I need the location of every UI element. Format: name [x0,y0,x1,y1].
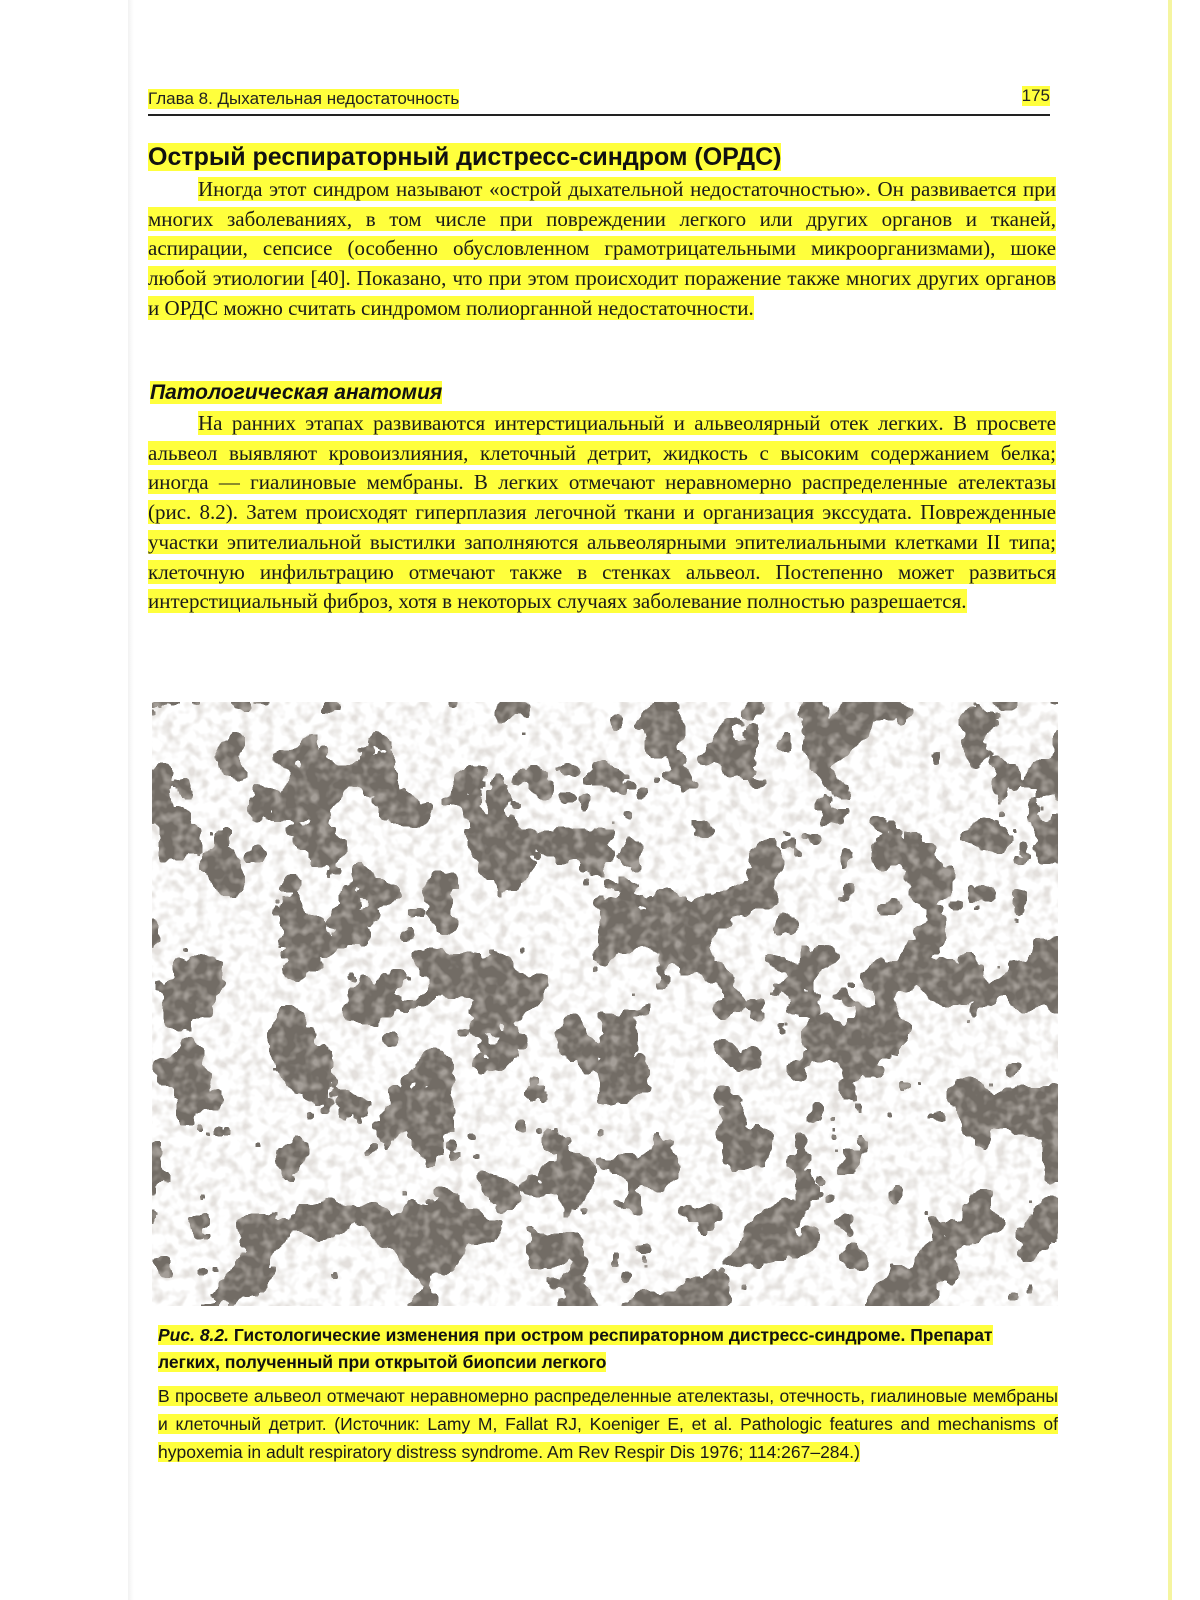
section-paragraph [148,175,1056,324]
histology-micrograph [152,702,1058,1306]
figure-caption-title [158,1322,1058,1376]
page-number: 175 [1021,86,1050,105]
running-header [148,86,1050,116]
page-edge-highlight [1168,0,1172,1600]
chapter-title: Глава 8. Дыхательная недостаточность [148,89,460,108]
subsection-paragraph-text: На ранних этапах развиваются интерстициальный и альвеолярный отек легких. В просвете альвеол выявляют кровоизлияния, клеточный детрит, жидкость с высоким содержанием белка; иногда — гиалиновые мембраны. В легких отмечают неравномерно распределенные ателектазы (рис. 8.2). Затем происходят гиперплазия легочной ткани и организация экссудата. Поврежденные участки эпителиальной выстилки заполняются альвеолярными эпителиальными клетками II типа; клеточную инфильтрацию отмечают также в стенках альвеол. Постепенно может развиться интерстициальный фиброз, хотя в некоторых случаях заболевание полностью разрешается. [148,411,1056,614]
subsection-paragraph [148,409,1056,617]
subsection-title-text: Патологическая анатомия [150,381,443,404]
subsection-title [150,381,442,405]
section-paragraph-text: Иногда этот синдром называют «острой дыхательной недостаточностью». Он развивается при многих заболеваниях, в том числе при повреждении легкого или других органов и тканей, аспирации, сепсисе (особенно обусловленном грамотрицательными микроорганизмами), шоке любой этиологии [40]. Показано, что при этом происходит поражение также многих других органов и ОРДС можно считать синдромом полиорганной недостаточности. [148,177,1056,320]
section-title [148,143,1058,172]
figure-label: Рис. 8.2. [158,1325,230,1345]
figure-description-text: В просвете альвеол отмечают неравномерно распределенные ателектазы, отечность, гиалиновые мембраны и клеточный детрит. (Источник: Lamy M, Fallat RJ, Koeniger E, et al. Pathologic features and mechanisms of hypoxemia in adult respiratory distress syndrome. Am Rev Respir Dis 1976; 114:267–284.) [158,1386,1058,1462]
figure-title: Гистологические изменения при остром респираторном дистресс-синдроме. Препарат легких, полученный при открытой биопсии легкого [158,1325,993,1372]
figure-caption-description [158,1382,1058,1466]
section-title-text: Острый респираторный дистресс-синдром (ОРДС) [148,143,782,171]
micrograph-image [152,702,1058,1306]
